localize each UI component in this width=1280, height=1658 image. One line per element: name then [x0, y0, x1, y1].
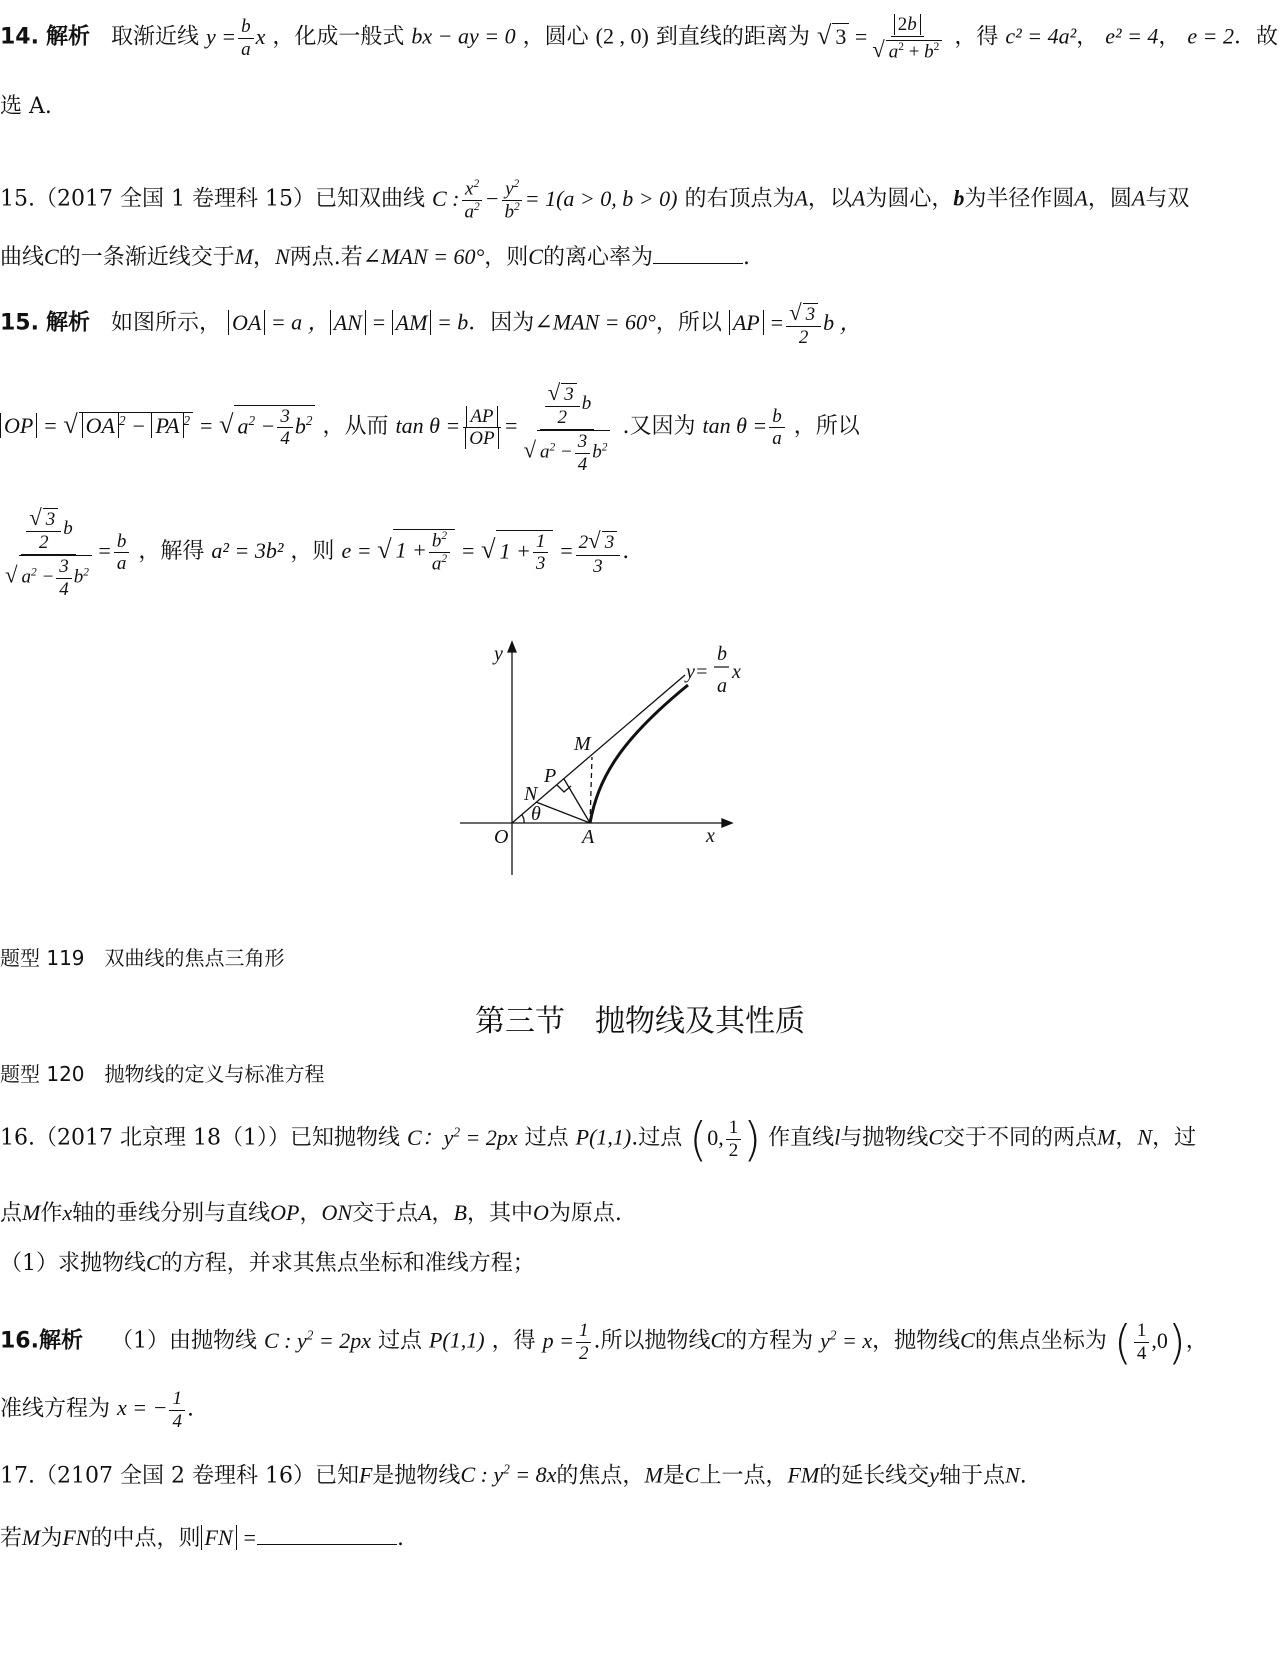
p16-text: （1）由抛物线 [110, 1328, 257, 1354]
p15-text: ， [253, 245, 276, 270]
p16-question-line2: 点M作x轴的垂线分别与直线OP，ON交于点A，B，其中O为原点. [0, 1200, 622, 1226]
p14-text: ，化成一般式 [272, 24, 405, 50]
p16-sol-label: 16. [0, 1328, 39, 1354]
p15-text: 已知双曲线 [314, 186, 425, 212]
p14-text: ，圆心 [522, 24, 589, 50]
math-op: OP = √ OA $^2$ − PA $^2$ = √ $a^2$ − $\frac{3}{4}$ $b^2$ [0, 413, 315, 438]
p16-text: 为原点. [548, 1201, 622, 1226]
p17-text: 的焦点， [556, 1463, 645, 1489]
p15-label: 15. [0, 186, 35, 212]
math-eccentricity: e = √ 1 + $\frac{b^2}{a^2}$ = √ 1 + $\frac{1}{3}$ = $\frac{2√ 3}{3}$ [341, 538, 622, 563]
math-asymptote: y = $\frac{b}{a}$ x [206, 16, 266, 61]
p15-text: 的右顶点为 [684, 186, 795, 212]
p17-question-line2: 若M为FN的中点，则 FN = . [0, 1525, 404, 1551]
p14-text: 到直线的距离为 [655, 24, 810, 50]
math-e2: e² = 4 [1105, 23, 1159, 49]
label-x-axis: x [706, 825, 715, 847]
p14-line1: 14. 解析 取渐近线 y = $\frac{b}{a}$ x ，化成一般式 bx − ay = 0 ，圆心 (2 , 0) 到直线的距离为 √ 3 = $\frac{2b}{√ a^2 + b^2}$ ，得 c² = 4a²， e² = 4， e = 2．故 [0, 14, 1279, 62]
p16-text: ，抛物线 [872, 1328, 961, 1354]
p16-text: . [186, 1396, 194, 1422]
p16-text: 过点 [377, 1328, 422, 1354]
p16-text: 的焦点坐标为 [974, 1328, 1107, 1354]
p15-sol-tag: 解析 [45, 310, 90, 336]
p17-text: . [396, 1526, 404, 1551]
math-ratio: $\frac{√ 3}{2}$ b √ $a^2$ − $\frac{3}{4}$ $b^2$ = $\frac{b}{a}$ [0, 538, 131, 563]
p15-text: ，所以 [793, 413, 860, 439]
p15-solution-line1: 15. 解析 如图所示， OA = a ， AN = AM = b．因为∠MAN = 60°，所以 AP = $\frac{√ 3}{2}$ b ， [0, 300, 862, 349]
answer-blank [257, 1544, 397, 1545]
p16-text: 已知抛物线 [289, 1125, 400, 1151]
p14-text: 取渐近线 [110, 24, 199, 50]
p16-text: 准线方程为 [0, 1396, 111, 1422]
label-p: P [544, 765, 557, 787]
p15-text: ，所以 [655, 310, 722, 336]
p17-question-line1: 17.（2107 全国 2 卷理科 16）已知F是抛物线C : $y^2 = 8x$的焦点，M是C上一点，FM的延长线交y轴于点N. [0, 1462, 1027, 1489]
p16-text: 的方程，并求其焦点坐标和准线方程； [160, 1251, 535, 1276]
p16-text: ， [299, 1201, 322, 1226]
p15-text: 为圆心， [865, 186, 954, 212]
math-parabola-eq: $y^2 = x$ [820, 1327, 873, 1353]
math-directrix: x = − $\frac{1}{4}$ [117, 1395, 187, 1420]
p15-text: . [742, 245, 750, 270]
label-a: A [582, 826, 595, 848]
math-tan2: tan θ = $\frac{b}{a}$ [702, 413, 786, 438]
p15-text: 为半径作圆 [964, 186, 1075, 212]
p15-text: 与双 [1145, 186, 1190, 212]
p15-text: 曲线 [0, 245, 45, 270]
label-y-axis: y [494, 643, 503, 665]
type-120-heading: 题型 120 抛物线的定义与标准方程 [0, 1062, 325, 1086]
x-axis-arrow [722, 819, 732, 827]
p15-solution-line2 [0, 380, 860, 476]
section-title: 第三节 抛物线及其性质 [475, 1004, 805, 1039]
math-point-half: (0, $\frac{1}{2}$ ) [689, 1112, 762, 1166]
math-parabola-2: C : $y^2 = 2px$ [263, 1327, 371, 1353]
p14-line2 [0, 94, 52, 120]
math-parabola-8x: C : $y^2 = 8x$ [460, 1462, 557, 1488]
math-hyperbola: C : $\frac{x^2}{a^2}$ − $\frac{y^2}{b^2}$ = 1(a > 0, b > 0) [431, 178, 678, 223]
p14-text: ，得 [954, 24, 999, 50]
p17-text: 是 [662, 1463, 685, 1489]
p16-solution-line2 [0, 1388, 194, 1433]
p16-text: 与抛物线 [840, 1125, 929, 1151]
p17-text: 上一点， [699, 1463, 788, 1489]
p16-text: 交于不同的两点 [943, 1125, 1098, 1151]
p15-text: ，则 [484, 245, 529, 270]
p15-solution-line3 [0, 505, 629, 601]
p16-text: ，得 [491, 1328, 536, 1354]
p16-text: 过点 [524, 1125, 569, 1151]
math-center: (2 , 0) [595, 23, 649, 49]
p16-question-line3: （1）求抛物线C的方程，并求其焦点坐标和准线方程； [0, 1250, 535, 1276]
p16-text: ，其中 [466, 1201, 533, 1226]
p15-text: ，圆 [1087, 186, 1132, 212]
p15-text: ，以 [807, 186, 852, 212]
p16-solution-line1: 16.解析 （1）由抛物线 C : $y^2 = 2px$ 过点 P(1,1) ，得 p = $\frac{1}{2}$ .所以抛物线C的方程为 $y^2 = x$，抛物线C的焦点坐标为 ( $\frac{1}{4}$ ,0)， [0, 1315, 1208, 1369]
p17-text: . [1019, 1463, 1027, 1489]
p15-source: （2017 全国 1 卷理科 15） [35, 186, 315, 212]
p16-text: 交于点 [352, 1201, 419, 1226]
p16-text: ， [431, 1201, 454, 1226]
theta-arc [522, 815, 524, 823]
p17-text: 为 [40, 1526, 63, 1551]
p16-text: .所以抛物线 [593, 1328, 711, 1354]
p16-text: ，过 [1152, 1125, 1197, 1151]
p15-sol-label: 15. [0, 310, 39, 336]
math-point-p: P(1,1) [575, 1124, 632, 1150]
p17-text: 轴于点 [939, 1463, 1006, 1489]
math-distance: √ 3 = $\frac{2b}{√ a^2 + b^2}$ [817, 24, 948, 49]
p15-text: 如图所示， [110, 310, 221, 336]
p14-text: ．故 [1234, 24, 1279, 50]
p17-text: 已知 [314, 1463, 359, 1489]
p15-text: ，则 [290, 538, 335, 564]
hyperbola-figure [440, 630, 780, 880]
math-oa: OA = a ， AN = AM = b [228, 310, 468, 335]
math-e: e = 2 [1187, 23, 1235, 49]
p17-source: （2107 全国 2 卷理科 16） [35, 1463, 315, 1489]
p16-source: （2017 北京理 18（1）） [35, 1125, 290, 1151]
p15-text: .又因为 [622, 413, 696, 439]
math-fn: FN = [201, 1525, 257, 1550]
asymptote-line [512, 675, 685, 823]
math-general-form: bx − ay = 0 [411, 23, 516, 49]
p17-text: 的延长线交 [819, 1463, 930, 1489]
label-m: M [574, 733, 591, 755]
math-angle: ∠MAN = 60° [362, 244, 485, 269]
label-asymptote-num: b [717, 643, 727, 665]
p16-text: 点 [0, 1201, 23, 1226]
p16-text: .过点 [631, 1125, 683, 1151]
p14-label: 14. [0, 24, 39, 50]
label-asymptote-x: x [732, 661, 741, 683]
p17-text: 是抛物线 [372, 1463, 461, 1489]
label-asymptote: y= [686, 661, 709, 683]
math-c: c² = 4a² [1005, 23, 1077, 49]
p14-text: 选 A. [0, 94, 52, 119]
p16-sol-tag: 解析 [38, 1328, 83, 1354]
p16-question-line1: 16.（2017 北京理 18（1））已知抛物线 C：$y^2 = 2px$ 过点 P(1,1).过点 (0, $\frac{1}{2}$ ) 作直线l与抛物线C交于不同的两点M，N，过 [0, 1112, 1197, 1166]
segment-an [536, 802, 590, 823]
p16-text: （1）求抛物线 [0, 1251, 146, 1276]
p15-text: 的一条渐近线交于 [58, 245, 235, 270]
answer-blank [653, 263, 743, 264]
math-tan: tan θ = $\frac{AP}{OP}$ = $\frac{√ 3}{2}$ b √ $a^2$ − $\frac{3}{4}$ $b^2$ [396, 413, 616, 438]
p17-label: 17. [0, 1463, 35, 1489]
math-focus: ( $\frac{1}{4}$ ,0) [1113, 1315, 1186, 1369]
label-origin: O [494, 826, 509, 848]
p16-text: 的方程为 [725, 1328, 814, 1354]
label-n: N [524, 783, 538, 805]
p15-text: ．因为 [468, 310, 535, 336]
p14-tag: 解析 [45, 24, 90, 50]
p16-text: ， [1115, 1125, 1138, 1151]
hyperbola-branch [590, 685, 688, 823]
p15-question-line1: 15.（2017 全国 1 卷理科 15）已知双曲线 C : $\frac{x^2}{a^2}$ − $\frac{y^2}{b^2}$ = 1(a > 0, b > 0) 的右顶点为A，以A为圆心，b为半径作圆A，圆A与双 [0, 178, 1190, 223]
math-point-p2: P(1,1) [428, 1327, 485, 1353]
type-119-heading: 题型 119 双曲线的焦点三角形 [0, 946, 285, 970]
math-a3b: a² = 3b² [211, 537, 284, 563]
p15-text: . [622, 538, 630, 564]
p16-text: 作 [40, 1201, 63, 1226]
p16-text: 作直线 [768, 1125, 835, 1151]
math-ap: AP = $\frac{√ 3}{2}$ b ， [729, 310, 862, 335]
y-axis-arrow [508, 642, 516, 652]
segment-ap [564, 779, 590, 823]
math-p-half: p = $\frac{1}{2}$ [543, 1328, 594, 1353]
p15-text: ，解得 [138, 538, 205, 564]
p15-question-line2: 曲线C的一条渐近线交于M，N两点.若∠MAN = 60°，则C的离心率为 . [0, 244, 750, 270]
p16-text: 轴的垂线分别与直线 [72, 1201, 271, 1226]
p15-text: 两点.若 [289, 245, 363, 270]
p16-label: 16. [0, 1125, 35, 1151]
label-asymptote-den: a [717, 675, 727, 697]
p15-text: 的离心率为 [542, 245, 653, 270]
p17-text: 的中点，则 [90, 1526, 201, 1551]
label-theta: θ [531, 803, 541, 825]
p16-text: ， [1185, 1328, 1208, 1354]
p15-text: ，从而 [322, 413, 389, 439]
math-parabola: C：$y^2 = 2px$ [406, 1124, 518, 1150]
p17-text: 若 [0, 1526, 23, 1551]
